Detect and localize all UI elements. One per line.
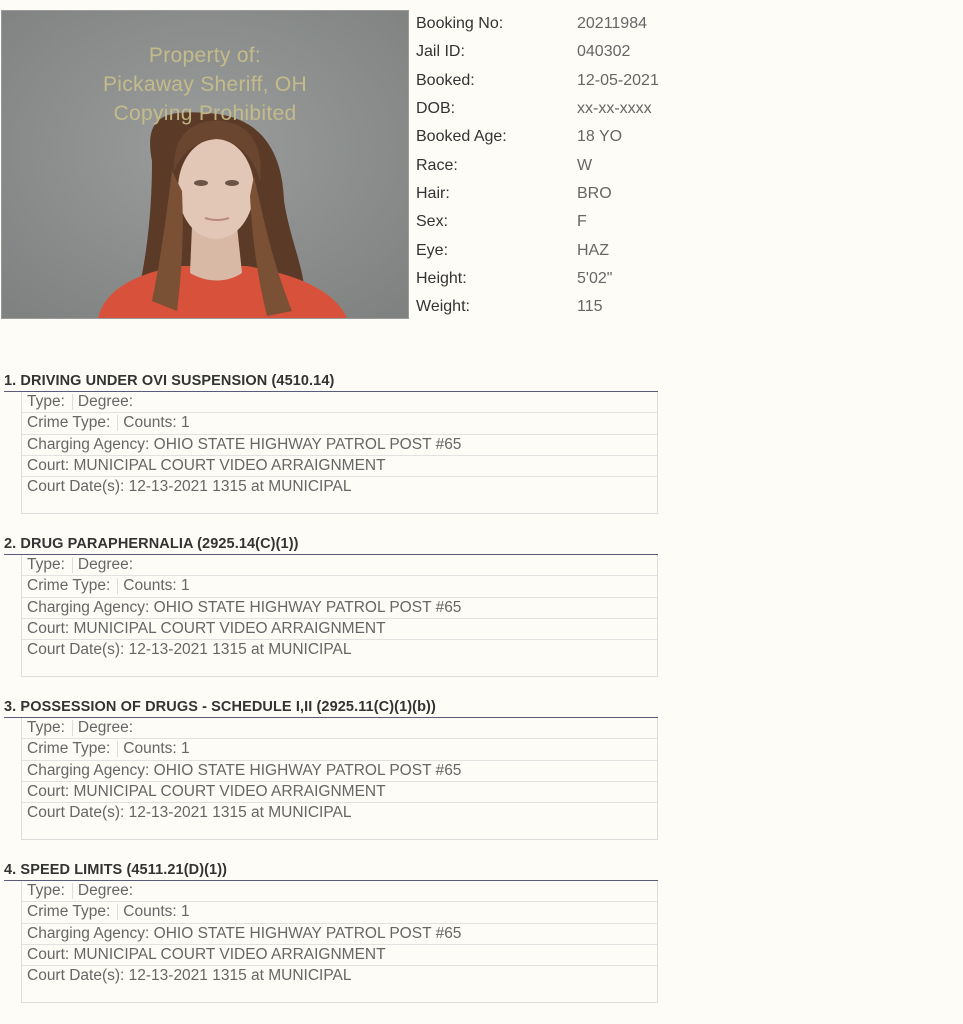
info-value: 12-05-2021 — [577, 71, 659, 89]
charge-crime-type-line — [22, 576, 657, 597]
info-row-hair — [416, 180, 659, 208]
info-label: Race: — [416, 156, 458, 174]
info-label: Eye: — [416, 241, 449, 259]
charge-details — [21, 392, 658, 514]
info-row-sex — [416, 208, 659, 236]
court-date: Court Date(s): 12-13-2021 1315 at MUNICIPAL — [27, 804, 352, 822]
info-row-jail-id — [416, 38, 659, 66]
court-date: Court Date(s): 12-13-2021 1315 at MUNICIPAL — [27, 641, 352, 659]
info-label: Jail ID: — [416, 43, 465, 61]
info-label: Sex: — [416, 213, 449, 231]
crime-type-label: Crime Type: — [27, 577, 111, 595]
counts-label: Counts: 1 — [123, 740, 190, 758]
info-label: Height: — [416, 269, 467, 287]
booking-info — [416, 10, 659, 321]
info-label: DOB: — [416, 100, 456, 118]
info-row-booked — [416, 67, 659, 95]
counts-label: Counts: 1 — [123, 577, 190, 595]
crime-type-label: Crime Type: — [27, 903, 111, 921]
watermark-line-1: Property of: — [148, 44, 262, 67]
court: Court: MUNICIPAL COURT VIDEO ARRAIGNMENT — [22, 782, 657, 803]
info-label: Hair: — [416, 184, 450, 202]
crime-type-label: Crime Type: — [27, 740, 111, 758]
info-label: Booked: — [416, 71, 475, 89]
info-label: Booked Age: — [416, 128, 507, 146]
info-row-booked-age — [416, 123, 659, 151]
charge-type-line — [22, 881, 657, 902]
info-row-weight — [416, 293, 659, 321]
info-row-booking-no — [416, 10, 659, 38]
info-value: HAZ — [577, 241, 609, 259]
court-date: Court Date(s): 12-13-2021 1315 at MUNICIPAL — [27, 967, 352, 985]
charge-crime-type-line — [22, 739, 657, 760]
charge-title: 4. SPEED LIMITS (4511.21(D)(1)) — [4, 860, 658, 881]
watermark-line-2: Pickaway Sheriff, OH — [102, 73, 307, 96]
degree-label: Degree: — [77, 719, 134, 736]
charge-type-line — [22, 718, 657, 739]
charge-4 — [4, 860, 658, 1003]
info-value: 18 YO — [577, 128, 623, 146]
booking-photo — [1, 10, 409, 319]
counts-label: Counts: 1 — [123, 903, 190, 921]
charging-agency: Charging Agency: OHIO STATE HIGHWAY PATROL POST #65 — [22, 598, 657, 619]
type-label: Type: — [27, 556, 65, 573]
info-row-dob — [416, 95, 659, 123]
info-row-height — [416, 265, 659, 293]
charge-title: 3. POSSESSION OF DRUGS - SCHEDULE I,II (2925.11(C)(1)(b)) — [4, 697, 658, 718]
info-label: Weight: — [416, 298, 470, 316]
charging-agency: Charging Agency: OHIO STATE HIGHWAY PATROL POST #65 — [22, 761, 657, 782]
court: Court: MUNICIPAL COURT VIDEO ARRAIGNMENT — [22, 945, 657, 966]
info-value: 5'02" — [577, 269, 613, 287]
charge-1 — [4, 371, 658, 514]
charge-title: 1. DRIVING UNDER OVI SUSPENSION (4510.14) — [4, 371, 658, 392]
counts-label: Counts: 1 — [123, 414, 190, 432]
info-value: W — [577, 156, 593, 174]
watermark-line-3: Copying Prohibited — [113, 102, 297, 125]
charge-3 — [4, 697, 658, 840]
charge-type-line — [22, 555, 657, 576]
charge-details — [21, 881, 658, 1003]
charging-agency: Charging Agency: OHIO STATE HIGHWAY PATROL POST #65 — [22, 924, 657, 945]
charge-details — [21, 718, 658, 840]
crime-type-label: Crime Type: — [27, 414, 111, 432]
court-date: Court Date(s): 12-13-2021 1315 at MUNICIPAL — [27, 478, 352, 496]
info-label: Booking No: — [416, 15, 504, 33]
type-label: Type: — [27, 719, 65, 736]
charge-crime-type-line — [22, 413, 657, 434]
charge-title: 2. DRUG PARAPHERNALIA (2925.14(C)(1)) — [4, 534, 658, 555]
info-row-race — [416, 151, 659, 179]
info-value: 115 — [577, 298, 603, 316]
info-value: F — [577, 213, 587, 231]
degree-label: Degree: — [77, 556, 134, 573]
degree-label: Degree: — [77, 882, 134, 899]
charging-agency: Charging Agency: OHIO STATE HIGHWAY PATROL POST #65 — [22, 435, 657, 456]
info-row-eye — [416, 236, 659, 264]
degree-label: Degree: — [77, 393, 134, 410]
court: Court: MUNICIPAL COURT VIDEO ARRAIGNMENT — [22, 456, 657, 477]
court: Court: MUNICIPAL COURT VIDEO ARRAIGNMENT — [22, 619, 657, 640]
charge-details — [21, 555, 658, 677]
info-value: BRO — [577, 184, 612, 202]
info-value: 20211984 — [577, 15, 647, 33]
info-value: xx-xx-xxxx — [577, 100, 652, 118]
info-value: 040302 — [577, 43, 631, 61]
type-label: Type: — [27, 882, 65, 899]
type-label: Type: — [27, 393, 65, 410]
charge-type-line — [22, 392, 657, 413]
charge-2 — [4, 534, 658, 677]
charge-crime-type-line — [22, 902, 657, 923]
